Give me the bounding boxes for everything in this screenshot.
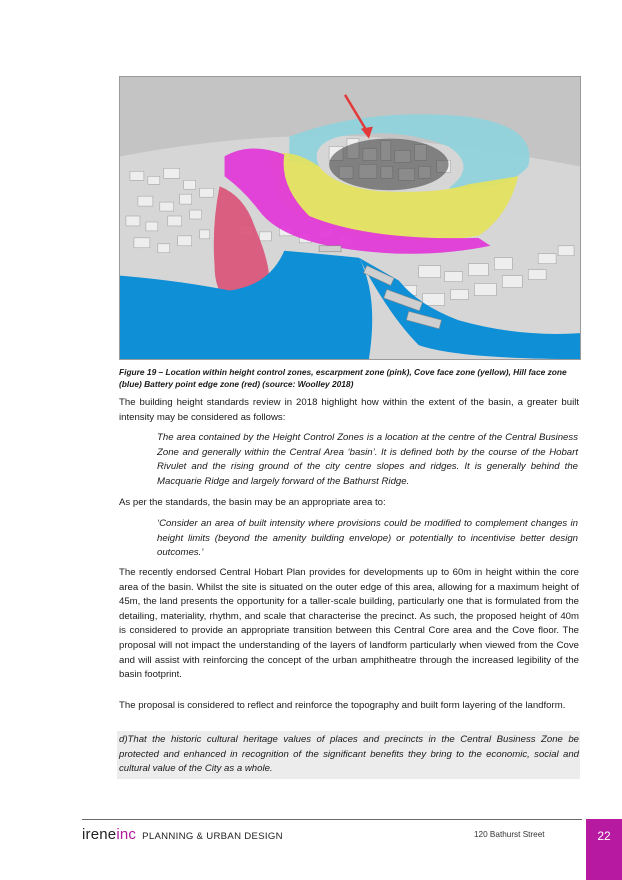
zone-map-image (120, 77, 580, 359)
heritage-objective-text: d)That the historic cultural heritage values of places and precincts in the Central Business Zone be protected and enhanced in recognition of the significant benefits they bring to the economic, social and cultural value of the City as a whole. (119, 734, 579, 775)
logo-inc: inc (116, 826, 137, 843)
figure-caption: Figure 19 – Location within height control zones, escarpment zone (pink), Cove face zone (yellow), Hill face zone (blue) Battery point edge zone (red) (source: Woolley 2018) (119, 367, 567, 389)
paragraph-intro: The building height standards review in 2018 highlight how within the extent of the basin, a greater built intensity may be considered as follows: (119, 397, 579, 423)
quote-built-intensity: ‘Consider an area of built intensity where provisions could be modified to complement changes in height limits (beyond the amenity building envelope) or potentially to incentivise better design outcomes.’ (157, 518, 578, 559)
footer-divider (82, 819, 582, 820)
paragraph-central-hobart-plan: The recently endorsed Central Hobart Plan provides for developments up to 60m in height within the core area of the basin. Whilst the site is situated on the outer edge of this area, allowing for a maximum height of 45m, the land presents the opportunity for a taller-scale building, particularly one that is formulated from the detailing, materiality, rhythm, and scale that characterise the precinct. As such, the proposed height of 40m is considered to provide an appropriate transition between this Central Core area and the Cove floor. The proposal will not impact the understanding of the layers of landform particularly when viewed from the Cove and will assist with reinforcing the concept of the urban amphitheatre through the increased legibility of the basin footprint. (119, 567, 579, 681)
logo-irene: irene (82, 826, 117, 843)
central-core (329, 139, 448, 191)
footer-brand (82, 826, 283, 843)
page-number: 22 (597, 829, 611, 843)
quote-height-control-zones: The area contained by the Height Control Zones is a location at the centre of the Central Business Zone and generally within the Central Area ‘basin’. It is defined both by the course of the Hobart Rivulet and the rising ground of the city centre slopes and ridges. It is generally behind the Macquarie Ridge and largely forward of the Bathurst Ridge. (157, 432, 578, 487)
brand-tagline: PLANNING & URBAN DESIGN (142, 831, 283, 842)
paragraph-proposal: The proposal is considered to reflect and reinforce the topography and built form layering of the landform. (119, 700, 566, 711)
paragraph-standards: As per the standards, the basin may be an appropriate area to: (119, 497, 386, 508)
footer-address: 120 Bathurst Street (474, 830, 545, 839)
zone-map-figure (119, 76, 581, 360)
